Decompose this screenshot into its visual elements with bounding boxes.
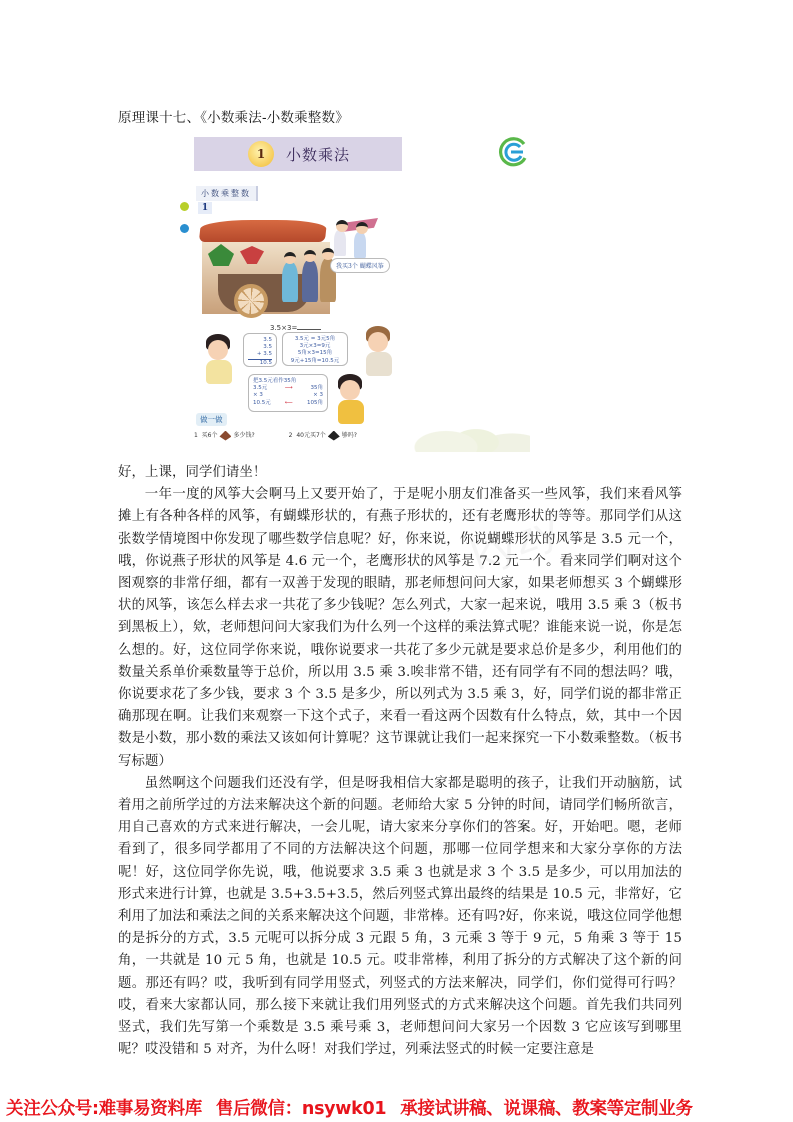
footer-services: 承接试讲稿、说课稿、教案等定制业务 (400, 1099, 693, 1119)
practice-items (194, 430, 394, 441)
lesson-script (118, 462, 682, 1061)
document-title: 原理课十七、《小数乘法-小数乘整数》 (118, 110, 349, 126)
practice-title: 做一做 (196, 413, 227, 426)
example-number: 1 (198, 202, 212, 214)
flower-decoration (410, 404, 530, 452)
paragraph: 好，上课，同学们请坐！ (118, 465, 267, 480)
paragraph: 一年一度的风筝大会啊马上又要开始了，于是呢小朋友们准备买一些风筝，我们来看风筝摊上有各种各样的风筝，有蝴蝶形状的，有燕子形状的，还有老鹰形状的等等。那同学们从这张数学情境图中你发现了哪些数学信息呢？好，你来说，你说蝴蝶形状的风筝是 3.5 元一个，哦，你说燕子形状的风筝是 4.6 元一个，老鹰形状的风筝是 7.2 元一个。看来同学们啊对这个图观察的非常仔细，都有一双善于发现的眼睛，那老师想问问大家，如果老师想买 3 个蝴蝶形状的风筝，该怎么样去求一共花了多少钱呢？怎么列式，大家一起来说，哦用 3.5 乘 3（板书到黑板上），欸，老师想问问大家我们为什么列一个这样的乘法算式呢？谁能来说一说，你是怎么想的。好，这位同学你来说，哦你说要求一共花了多少元就是要求总价是多少，利用他们的数量关系单价乘数量等于总价，所以用 3.5 乘 3.唉非常不错，还有同学有不同的想法吗？哦，你说要求花了多少钱，要求 3 个 3.5 是多少，所以列式为 3.5 乘 3，好，同学们说的都非常正确那现在啊。让我们来观察一下这个式子，来看一看这两个因数有什么特点，欸，其中一个因数是小数，那小数的乘法又该如何计算呢？这节课就让我们一起来探究一下小数乘整数。（板书写标题） (118, 487, 682, 769)
bubble-line: 3.5 (263, 344, 272, 351)
practice-item (194, 430, 255, 441)
child-figure (282, 262, 298, 302)
blue-dot-icon (180, 224, 189, 233)
child-figure (334, 230, 346, 256)
footer-ad-banner (0, 1093, 793, 1122)
item-number: 2 (288, 432, 293, 439)
bubble-cell: × 3 (253, 392, 263, 399)
bubble-cell: 10.5元 (253, 399, 271, 406)
bubble-line: 9元+15角=10.5元 (290, 357, 340, 364)
stall-roof (199, 220, 327, 242)
bubble-cell: 3.5元 (253, 385, 268, 392)
item-number: 1 (194, 432, 198, 439)
unit-conversion-bubble (248, 374, 328, 412)
item-text: 买6个 (201, 432, 218, 439)
bubble-line: 3.5元 = 3元5角 (294, 336, 336, 342)
addition-bubble (243, 333, 277, 367)
unit-number-badge: 1 (248, 141, 274, 167)
bubble-line: 3.5 (263, 337, 272, 343)
bubble-line: 10.5 (259, 359, 272, 366)
item-text: 多少钱? (233, 432, 255, 439)
unit-title: 小数乘法 (286, 145, 351, 164)
item-text: 40元买7个 (296, 432, 326, 439)
eagle-kite-icon (219, 431, 231, 441)
equation (270, 324, 321, 332)
equation-text: 3.5×3= (270, 324, 298, 332)
speech-bubble-small: 我买3个 蝴蝶风筝 (330, 258, 390, 273)
bubble-line: 5角×3=15角 (297, 350, 333, 357)
butterfly-kite-icon (328, 431, 340, 441)
item-text: 够吗? (341, 432, 357, 439)
section-tag: 小数乘整数 (196, 186, 258, 201)
textbook-illustration (170, 134, 530, 452)
practice-item (289, 430, 357, 441)
arrow-left-icon: ⟵ (284, 399, 293, 406)
bubble-heading: 把3.5元看作35角 (253, 378, 297, 384)
bubble-cell: 105角 (306, 399, 323, 406)
bubble-line: + 3.5 (248, 351, 272, 359)
footer-wechat: 售后微信：nsywk01 (215, 1099, 387, 1119)
child-figure (354, 232, 366, 258)
bubble-cell: 35角 (310, 385, 323, 392)
cart-wheel-icon (234, 284, 268, 318)
green-dot-icon (180, 202, 189, 211)
cg-circle-logo-icon (498, 136, 530, 168)
child-figure (302, 260, 318, 302)
footer-official-account: 关注公众号:难事易资料库 (6, 1099, 202, 1119)
paragraph: 虽然啊这个问题我们还没有学，但是呀我相信大家都是聪明的孩子，让我们开动脑筋，试着用之前所学过的方法来解决这个新的问题。老师给大家 5 分钟的时间，请同学们畅所欲言，用自己喜欢的方式来进行解决，一会儿呢，请大家来分享你们的答案。好，开始吧。嗯，老师看到了，很多同学都用了不同的方法解决这个问题，那哪一位同学想来和大家分享你的方法呢！好，这位同学你先说，哦，他说要求 3.5 乘 3 也就是求 3 个 3.5 是多少，可以用加法的形式来进行计算，也就是 3.5+3.5+3.5，然后列竖式算出最终的结果是 10.5 元，非常好，它利用了加法和乘法之间的关系来解决这个问题，非常棒。还有吗?好，你来说，哦这位同学他想的是拆分的方式，3.5 元呢可以拆分成 3 元跟 5 角，3 元乘 3 等于 9 元，5 角乘 3 等于 15 角，一共就是 10 元 5 角，也就是 10.5 元。哎非常棒，利用了拆分的方式解决了这个新的问题。那还有吗？哎，我听到有同学用竖式，列竖式的方法来解决，同学们，你们觉得可行吗？哎，看来大家都认同，那么接下来就让我们用列竖式的方式来解决这个问题。首先我们共同列竖式，我们先写第一个乘数是 3.5 乘号乘 3，老师想问问大家另一个因数 3 它应该写到哪里呢？哎没错和 5 对齐，为什么呀！对我们学过，列乘法竖式的时候一定要注意是 (118, 775, 682, 1058)
bubble-cell: × 3 (313, 392, 323, 399)
equation-blank (297, 329, 321, 330)
arrow-right-icon: ⟶ (284, 385, 293, 392)
split-method-bubble (282, 332, 348, 366)
watermark: kyzy (464, 505, 566, 581)
bubble-line: 3元×3=9元 (299, 343, 331, 350)
unit-banner (194, 137, 402, 171)
